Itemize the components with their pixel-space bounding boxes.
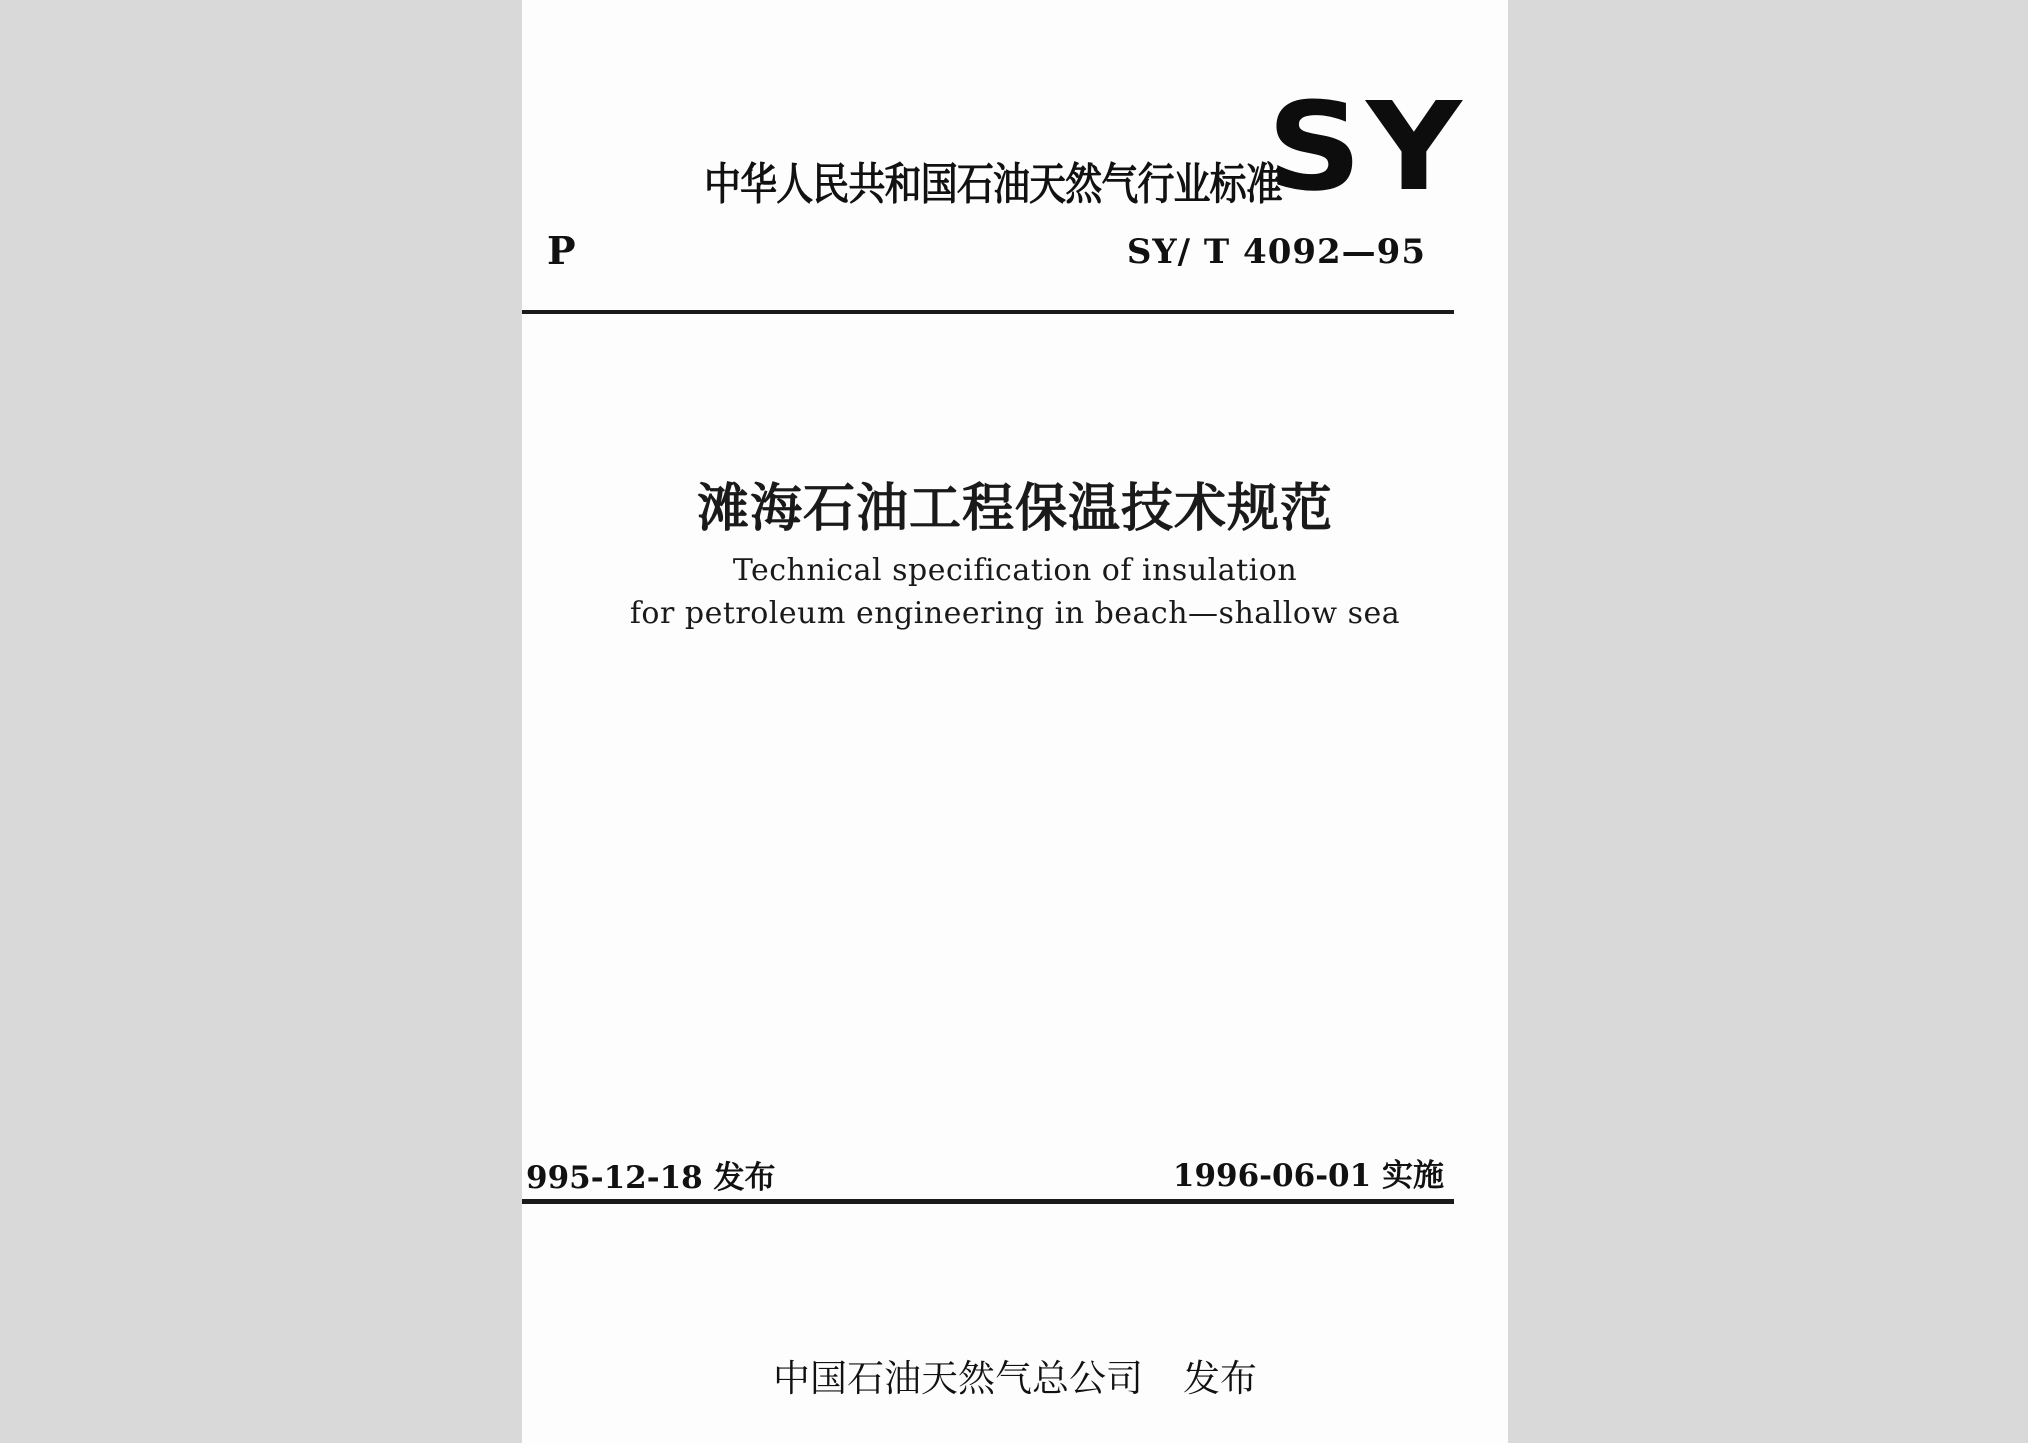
standard-number: SY/ T 4092—95 <box>1126 232 1426 272</box>
classification-code: P <box>547 228 576 273</box>
document-cover <box>522 0 1508 1443</box>
document-title-chinese: 滩海石油工程保温技术规范 <box>696 479 1333 539</box>
publisher-name: 中国石油天然气总公司 <box>773 1357 1143 1400</box>
top-divider <box>522 310 1454 314</box>
bottom-divider <box>522 1199 1454 1204</box>
issue-date: 995-12-18 发布 <box>526 1160 776 1196</box>
document-title-english-line2: for petroleum engineering in beach—shallow sea <box>629 596 1401 631</box>
publish-action: 发布 <box>1183 1357 1257 1400</box>
effective-date: 1996-06-01 实施 <box>1172 1158 1444 1194</box>
standard-type-title: 中华人民共和国石油天然气行业标准 <box>704 159 1282 210</box>
publisher-line <box>522 1348 1508 1402</box>
sy-logo: SY <box>1267 76 1466 218</box>
document-title-english-line1: Technical specification of insulation <box>732 553 1298 588</box>
